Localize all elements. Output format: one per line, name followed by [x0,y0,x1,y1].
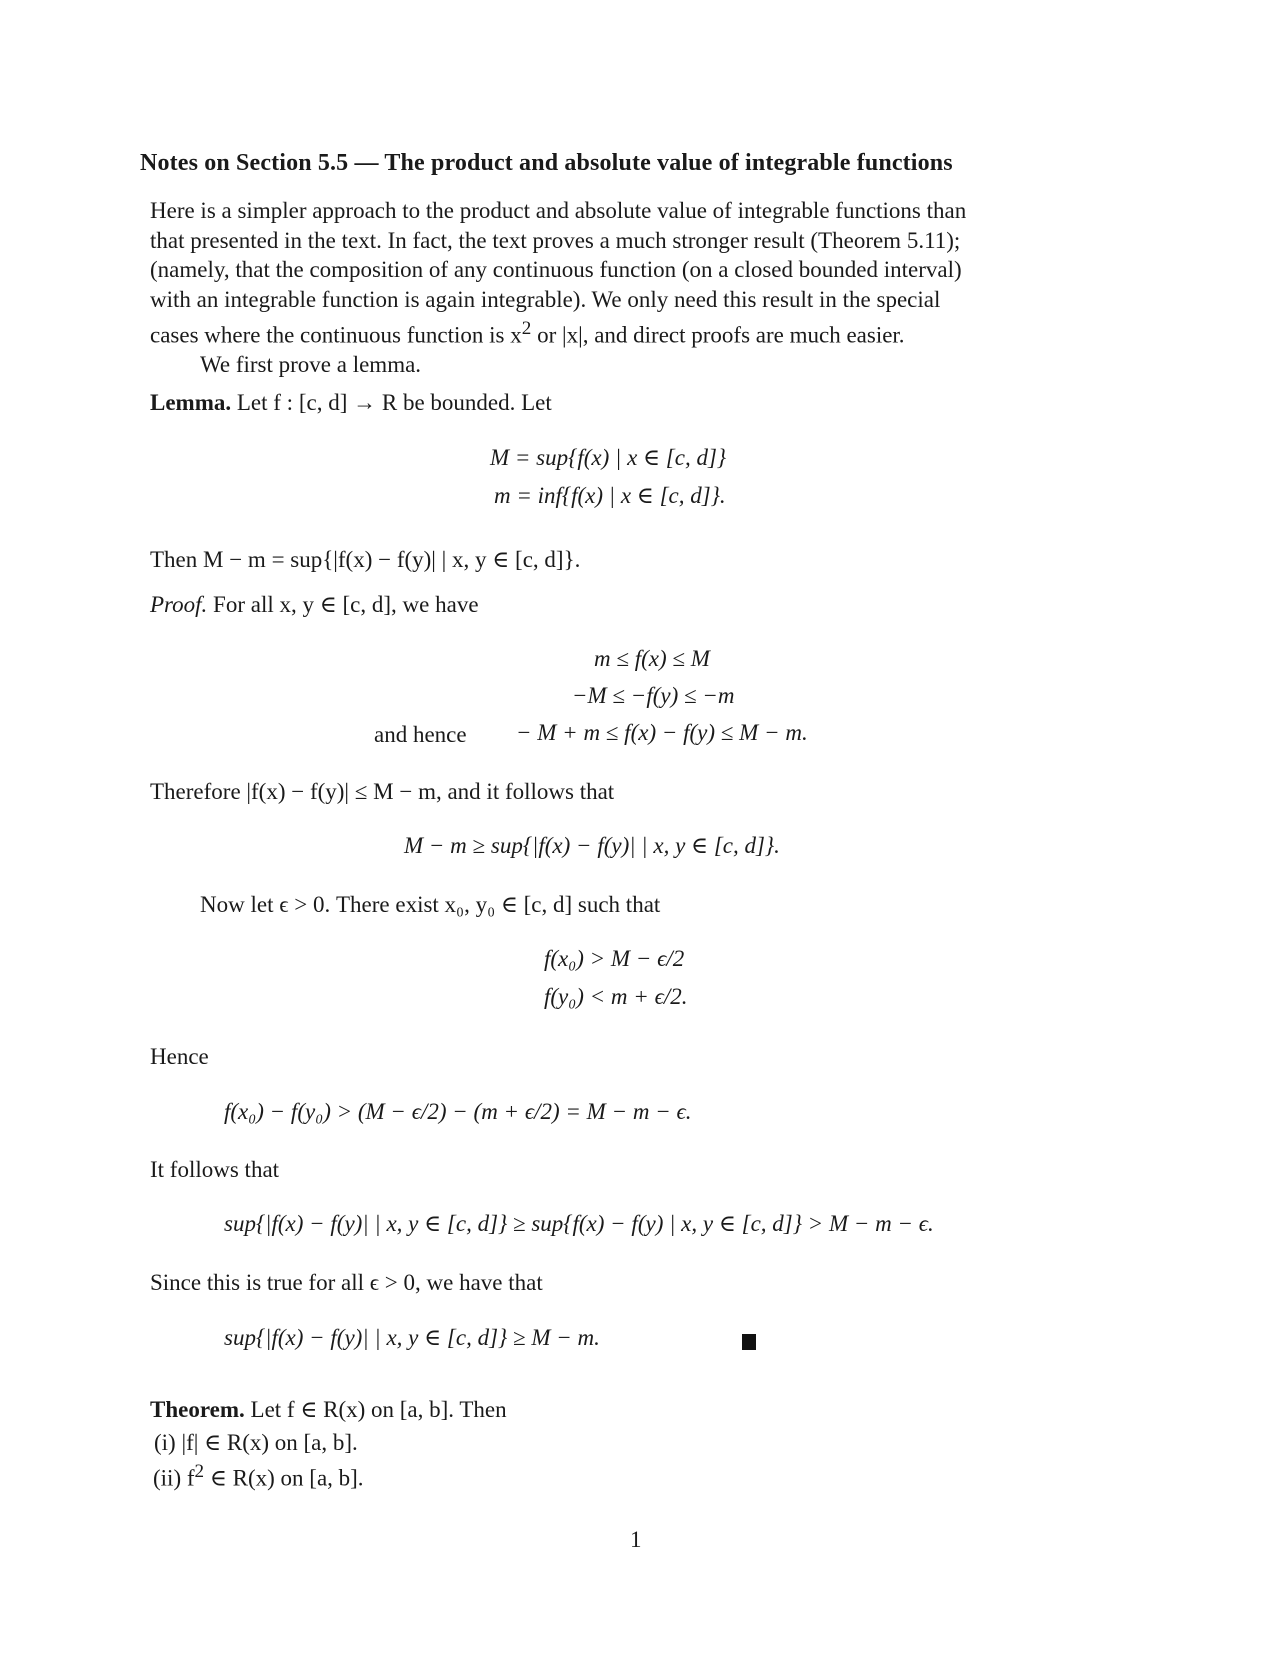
equation-chain: sup{|f(x) − f(y)| | x, y ∈ [c, d]} ≥ sup{f(x) − f(y) | x, y ∈ [c, d]} > M − m − ϵ. [224,1211,934,1236]
equation-inf: m = inf{f(x) | x ∈ [c, d]}. [494,483,726,508]
lemma-conclusion: Then M − m = sup{|f(x) − f(y)| | x, y ∈ [c, d]}. [150,547,581,572]
inequality-3: − M + m ≤ f(x) − f(y) ≤ M − m. [516,720,808,745]
it-follows-label: It follows that [150,1157,280,1182]
theorem-statement [150,1395,507,1425]
lemma-text: Let f : [c, d] → R be bounded. Let [236,390,552,415]
inequality-2: −M ≤ −f(y) ≤ −m [572,683,735,708]
therefore-line: Therefore |f(x) − f(y)| ≤ M − m, and it follows that [150,779,615,804]
page-number: 1 [630,1527,642,1552]
equation-difference: f(x₀) − f(y₀) > (M − ϵ/2) − (m + ϵ/2) = M − m − ϵ. [224,1099,692,1124]
since-line: Since this is true for all ϵ > 0, we have that [150,1270,543,1295]
inequality-1: m ≤ f(x) ≤ M [594,646,710,671]
theorem-item-text: ∈ R(x) on [a, b]. [204,1465,364,1491]
theorem-label: Theorem. [150,1397,245,1422]
theorem-text: Let f ∈ R(x) on [a, b]. Then [250,1397,507,1422]
section-title: Notes on Section 5.5 — The product and absolute value of integrable functions [140,150,953,176]
and-hence-label: and hence [374,722,467,747]
theorem-item-1: (i) |f| ∈ R(x) on [a, b]. [154,1430,358,1455]
intro-paragraph [150,196,1128,380]
theorem-item-text: (ii) f [153,1465,195,1491]
theorem-item-2 [153,1457,364,1493]
proof-intro [150,590,479,620]
intro-line: We first prove a lemma. [200,352,422,378]
existence-1: f(x₀) > M − ϵ/2 [544,946,685,971]
intro-line [150,314,1128,350]
superscript: 2 [521,318,532,339]
intro-line: that presented in the text. In fact, the text proves a much stronger result (Theorem 5.11); [150,227,961,253]
intro-line: (namely, that the composition of any continuous function (on a closed bounded interval) [150,257,962,282]
hence-label: Hence [150,1044,209,1069]
lemma-label: Lemma. [150,390,232,415]
intro-line: with an integrable function is again integrable). We only need this result in the special [150,286,941,312]
proof-label: Proof. [150,592,208,617]
intro-text: or |x|, and direct proofs are much easier. [531,322,905,348]
qed-square [742,1334,756,1350]
now-let-line: Now let ϵ > 0. There exist x₀, y₀ ∈ [c, d] such that [200,892,661,917]
equation-sup: M = sup{f(x) | x ∈ [c, d]} [490,445,727,470]
existence-2: f(y₀) < m + ϵ/2. [544,984,688,1009]
superscript: 2 [194,1461,205,1482]
intro-text: cases where the continuous function is x [150,322,522,348]
equation-final: sup{|f(x) − f(y)| | x, y ∈ [c, d]} ≥ M − m. [224,1325,600,1350]
equation-sup-bound: M − m ≥ sup{|f(x) − f(y)| | x, y ∈ [c, d]}. [404,833,780,858]
proof-text: For all x, y ∈ [c, d], we have [213,592,479,617]
intro-line: Here is a simpler approach to the product and absolute value of integrable functions than [150,198,967,223]
lemma-statement [150,388,552,418]
